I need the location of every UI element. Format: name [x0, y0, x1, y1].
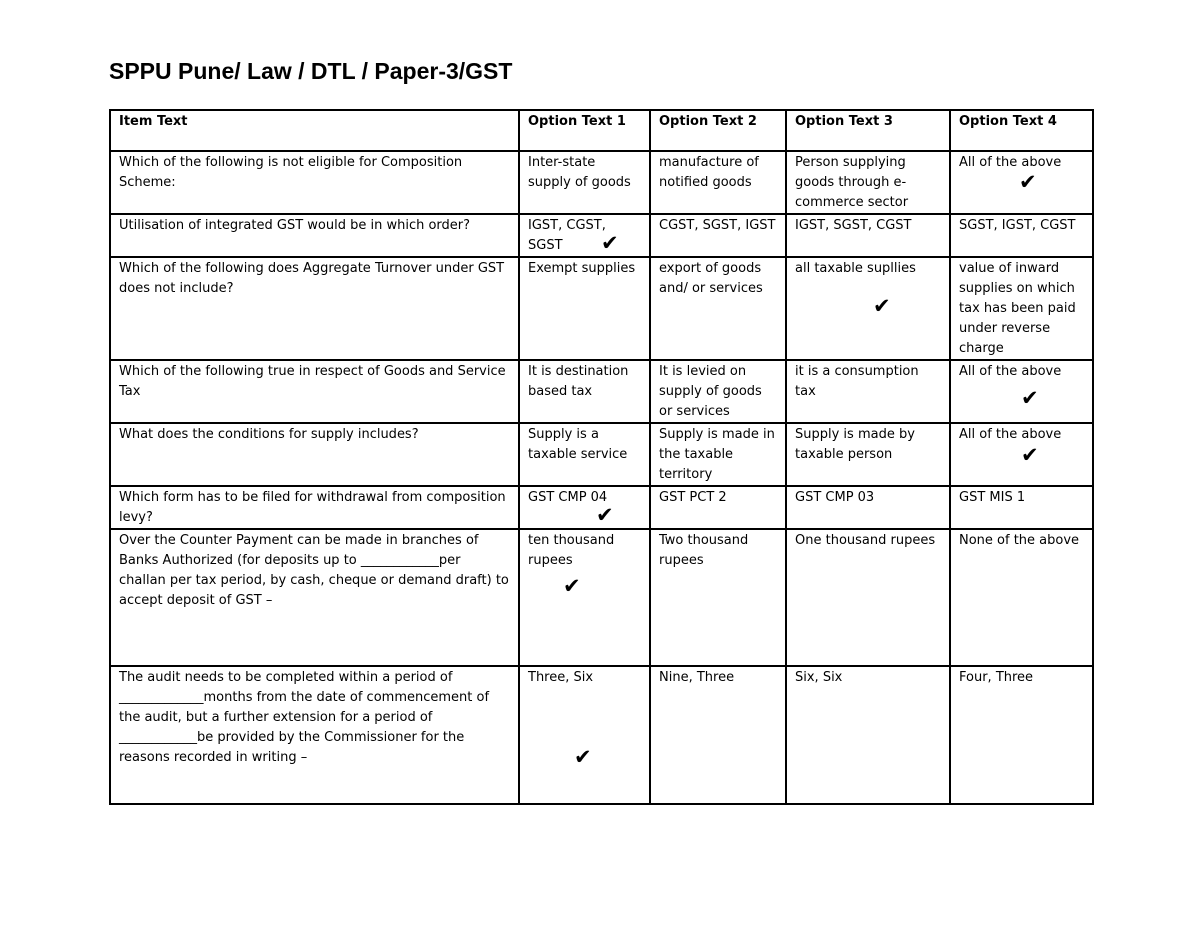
option-3: Supply is made by taxable person [786, 423, 950, 486]
question-row [110, 529, 1093, 666]
option-4 [950, 360, 1093, 423]
question-row [110, 666, 1093, 804]
option-4: SGST, IGST, CGST [950, 214, 1093, 257]
option-2: CGST, SGST, IGST [650, 214, 786, 257]
option-1: Exempt supplies [519, 257, 650, 360]
option-3: Person supplying goods through e-commerce sector [786, 151, 950, 214]
option-text: All of the above [959, 427, 1062, 442]
question-text: Which of the following true in respect of Goods and Service Tax [110, 360, 519, 423]
option-4: Four, Three [950, 666, 1093, 804]
question-text: Which of the following is not eligible for Composition Scheme: [110, 151, 519, 214]
correct-answer-check-icon: ✔ [596, 503, 614, 527]
option-3: GST CMP 03 [786, 486, 950, 529]
option-2: Two thousand rupees [650, 529, 786, 666]
question-text: Which of the following does Aggregate Turnover under GST does not include? [110, 257, 519, 360]
option-text: All of the above [959, 155, 1062, 170]
correct-answer-check-icon: ✔ [1019, 170, 1037, 194]
option-2: manufacture of notified goods [650, 151, 786, 214]
option-1: It is destination based tax [519, 360, 650, 423]
question-row [110, 151, 1093, 214]
correct-answer-check-icon: ✔ [873, 294, 891, 318]
question-row [110, 423, 1093, 486]
header-option-3: Option Text 3 [786, 110, 950, 151]
option-2: export of goods and/ or services [650, 257, 786, 360]
option-1: Inter-state supply of goods [519, 151, 650, 214]
option-4: GST MIS 1 [950, 486, 1093, 529]
option-3: it is a consumption tax [786, 360, 950, 423]
option-2: GST PCT 2 [650, 486, 786, 529]
option-3: One thousand rupees [786, 529, 950, 666]
option-2: Nine, Three [650, 666, 786, 804]
question-text: Over the Counter Payment can be made in branches of Banks Authorized (for deposits up to ____________per challan per tax period, by cash, cheque or demand draft) to accept deposit of GST – [110, 529, 519, 666]
correct-answer-check-icon: ✔ [1021, 443, 1039, 467]
correct-answer-check-icon: ✔ [563, 574, 581, 598]
question-text: Utilisation of integrated GST would be in which order? [110, 214, 519, 257]
option-1 [519, 214, 650, 257]
option-4: value of inward supplies on which tax has been paid under reverse charge [950, 257, 1093, 360]
option-2: Supply is made in the taxable territory [650, 423, 786, 486]
option-text: all taxable supllies [795, 261, 916, 276]
option-3: IGST, SGST, CGST [786, 214, 950, 257]
question-row [110, 360, 1093, 423]
question-text: The audit needs to be completed within a period of _____________months from the date of commencement of the audit, but a further extension for a period of ____________be provided by the Commissioner for the reasons recorded in writing – [110, 666, 519, 804]
question-text: What does the conditions for supply includes? [110, 423, 519, 486]
option-4 [950, 423, 1093, 486]
question-row [110, 257, 1093, 360]
option-text: GST CMP 04 [528, 490, 608, 505]
question-table [109, 109, 1094, 805]
option-2: It is levied on supply of goods or services [650, 360, 786, 423]
option-text: ten thousand rupees [528, 533, 615, 568]
option-text: IGST, CGST, SGST [528, 218, 606, 253]
document-title: SPPU Pune/ Law / DTL / Paper-3/GST [109, 58, 513, 84]
header-option-1: Option Text 1 [519, 110, 650, 151]
question-row [110, 214, 1093, 257]
option-1: Supply is a taxable service [519, 423, 650, 486]
header-option-4: Option Text 4 [950, 110, 1093, 151]
header-item-text: Item Text [110, 110, 519, 151]
option-3 [786, 257, 950, 360]
header-option-2: Option Text 2 [650, 110, 786, 151]
option-4: None of the above [950, 529, 1093, 666]
question-text: Which form has to be filed for withdrawal from composition levy? [110, 486, 519, 529]
question-row [110, 486, 1093, 529]
option-1 [519, 486, 650, 529]
header-row [110, 110, 1093, 151]
option-1 [519, 666, 650, 804]
correct-answer-check-icon: ✔ [574, 745, 592, 769]
correct-answer-check-icon: ✔ [601, 231, 619, 255]
correct-answer-check-icon: ✔ [1021, 386, 1039, 410]
option-1 [519, 529, 650, 666]
option-text: All of the above [959, 364, 1062, 379]
option-text: Three, Six [528, 670, 594, 685]
option-4 [950, 151, 1093, 214]
option-3: Six, Six [786, 666, 950, 804]
